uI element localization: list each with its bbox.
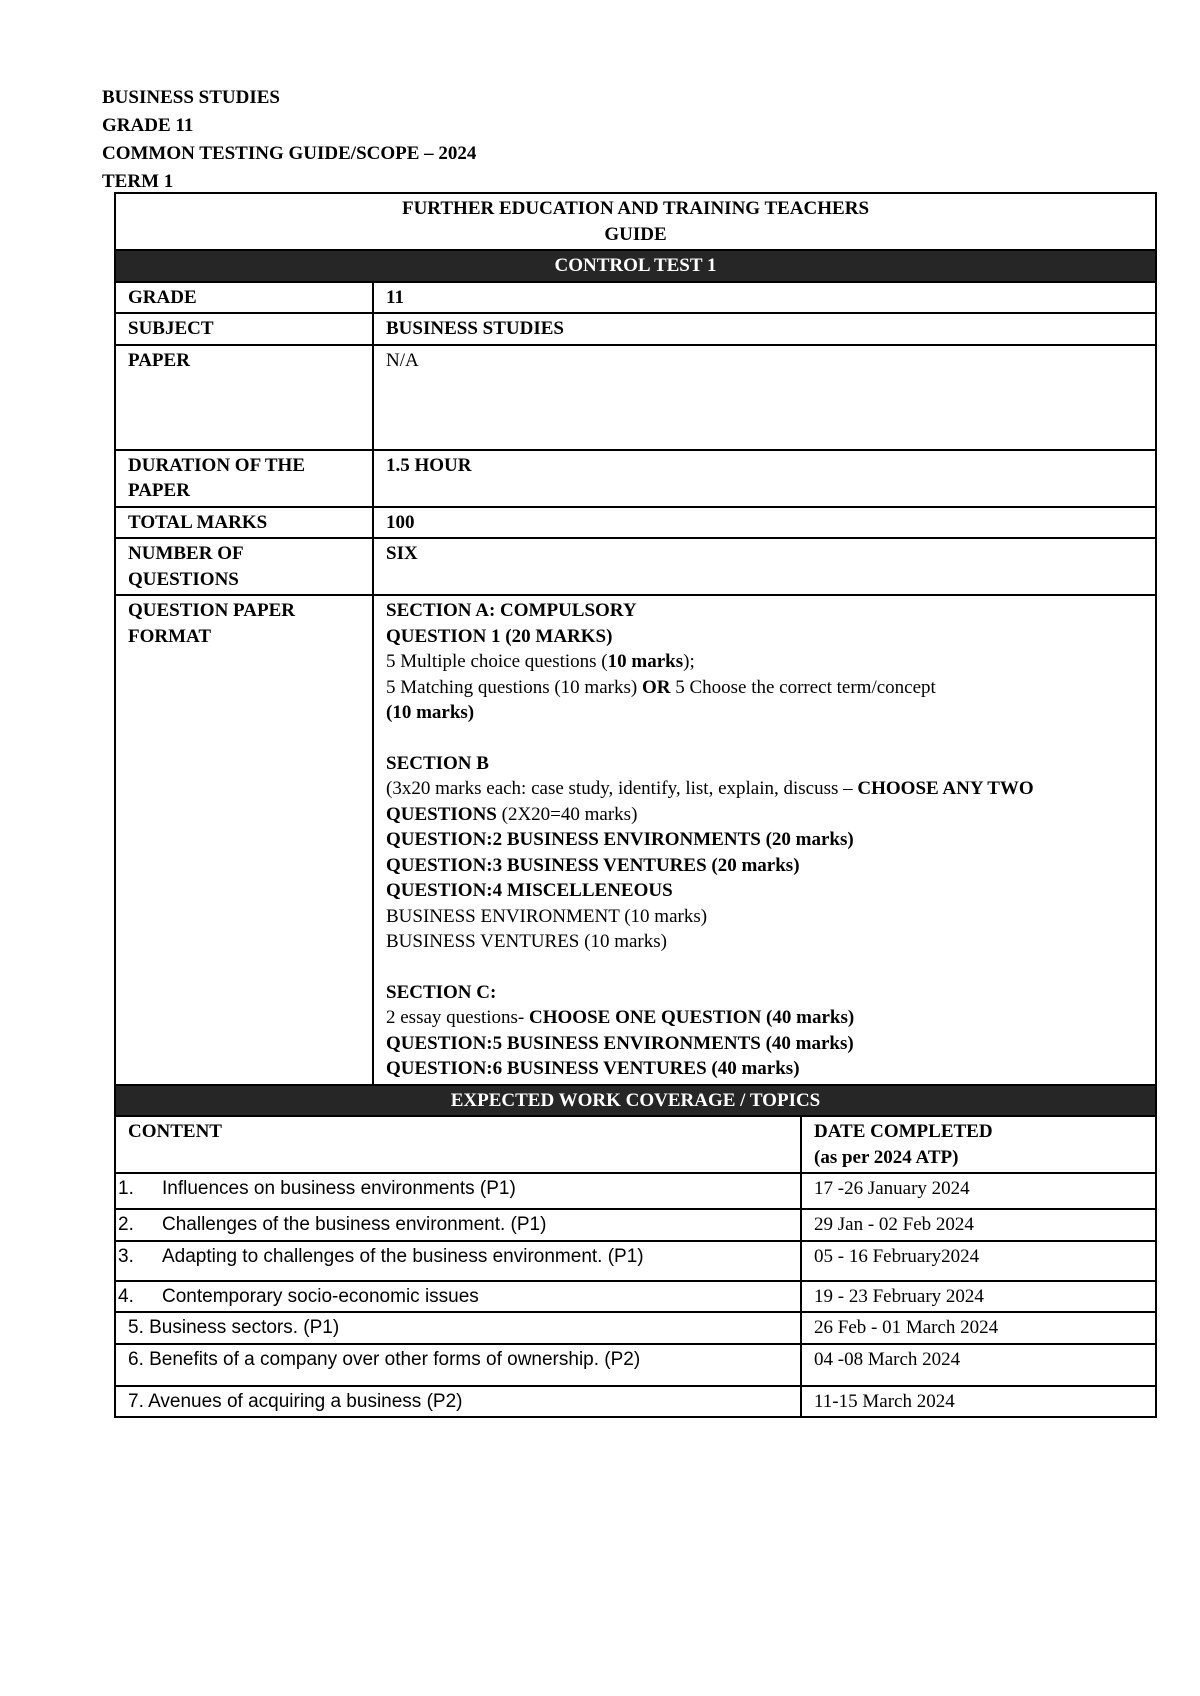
grade-value: 11 — [373, 282, 1156, 314]
mcq-marks: 10 marks — [607, 651, 684, 672]
guide-title-line2: GUIDE — [604, 223, 667, 245]
num-questions-value: SIX — [373, 538, 1156, 595]
header-scope: COMMON TESTING GUIDE/SCOPE – 2024 — [102, 143, 477, 164]
spacer — [386, 955, 1153, 980]
date-header-line1: DATE COMPLETED — [814, 1121, 993, 1142]
question-6-heading: QUESTION:6 BUSINESS VENTURES (40 marks) — [386, 1058, 800, 1079]
matching-or: OR — [641, 676, 671, 698]
question-2-heading: QUESTION:2 BUSINESS ENVIRONMENTS (20 marks) — [386, 829, 854, 850]
paper-row — [115, 345, 1156, 450]
date-header-line2: (as per 2024 ATP) — [814, 1146, 959, 1168]
topic-number: 2. — [118, 1214, 134, 1235]
subject-value: BUSINESS STUDIES — [373, 313, 1156, 345]
grade-row — [115, 282, 1156, 314]
subject-label: SUBJECT — [115, 313, 373, 345]
topic-date: 04 -08 March 2024 — [801, 1344, 1156, 1386]
duration-label-line2: PAPER — [128, 480, 190, 501]
num-questions-row — [115, 538, 1156, 595]
num-questions-label-line1: NUMBER OF — [128, 543, 244, 564]
topic-cell — [115, 1209, 801, 1241]
topic-text: Challenges of the business environment. (P1) — [162, 1214, 547, 1235]
format-label — [115, 595, 373, 1085]
teachers-guide-table — [114, 192, 1157, 1418]
document-header — [102, 84, 476, 196]
duration-label — [115, 450, 373, 507]
section-b-questions-word: QUESTIONS — [386, 803, 497, 825]
topic-row — [115, 1344, 1156, 1386]
duration-row — [115, 450, 1156, 507]
question-4-environment: BUSINESS ENVIRONMENT (10 marks) — [386, 905, 708, 927]
control-test-row — [115, 250, 1156, 282]
total-marks-value: 100 — [373, 507, 1156, 539]
topic-row — [115, 1241, 1156, 1281]
topic-cell — [115, 1344, 801, 1386]
header-grade: GRADE 11 — [102, 115, 194, 136]
topic-date: 29 Jan - 02 Feb 2024 — [801, 1209, 1156, 1241]
topic-cell — [115, 1173, 801, 1209]
coverage-row — [115, 1085, 1156, 1117]
header-subject: BUSINESS STUDIES — [102, 87, 280, 108]
format-row — [115, 595, 1156, 1085]
topic-row — [115, 1386, 1156, 1418]
guide-title — [115, 193, 1156, 250]
topic-cell — [115, 1241, 801, 1281]
section-b-desc-text: (3x20 marks each: case study, identify, list, explain, discuss – — [386, 778, 858, 799]
topic-date: 17 -26 January 2024 — [801, 1173, 1156, 1209]
paper-label: PAPER — [115, 345, 373, 450]
section-c-desc-text: 2 essay questions- — [386, 1007, 530, 1028]
topic-row — [115, 1281, 1156, 1313]
section-a-heading: SECTION A: COMPULSORY — [386, 600, 637, 621]
question-1-heading: QUESTION 1 (20 MARKS) — [386, 625, 613, 647]
section-c-description — [386, 1005, 1153, 1031]
subject-row — [115, 313, 1156, 345]
topic-text: Adapting to challenges of the business environment. (P1) — [162, 1245, 644, 1267]
title-row — [115, 193, 1156, 250]
coverage-band: EXPECTED WORK COVERAGE / TOPICS — [115, 1085, 1156, 1117]
matching-text: 5 Matching questions (10 marks) — [386, 676, 642, 698]
question-3-heading: QUESTION:3 BUSINESS VENTURES (20 marks) — [386, 854, 800, 876]
topic-text: Contemporary socio-economic issues — [162, 1285, 479, 1307]
matching-choose-text: 5 Choose the correct term/concept — [670, 676, 936, 698]
topic-cell — [115, 1386, 801, 1418]
section-c-heading: SECTION C: — [386, 981, 497, 1003]
date-header — [801, 1116, 1156, 1173]
topic-date: 05 - 16 February2024 — [801, 1241, 1156, 1281]
topic-row — [115, 1312, 1156, 1344]
section-c-choose: CHOOSE ONE QUESTION (40 marks) — [529, 1007, 855, 1028]
question-4-heading: QUESTION:4 MISCELLENEOUS — [386, 880, 673, 901]
matching-line — [386, 675, 1153, 701]
multiple-choice-line — [386, 649, 1153, 675]
mcq-text: 5 Multiple choice questions ( — [386, 651, 608, 672]
guide-title-line1: FURTHER EDUCATION AND TRAINING TEACHERS — [401, 198, 870, 219]
mcq-suffix: ); — [683, 651, 695, 672]
section-b-questions-line — [386, 802, 1153, 828]
total-marks-row — [115, 507, 1156, 539]
paper-value: N/A — [373, 345, 1156, 450]
coverage-header-row — [115, 1116, 1156, 1173]
topic-text: 7. Avenues of acquiring a business (P2) — [128, 1390, 463, 1412]
topic-date: 11-15 March 2024 — [801, 1386, 1156, 1418]
section-b-questions-marks: (2X20=40 marks) — [496, 803, 638, 825]
content-header: CONTENT — [115, 1116, 801, 1173]
topic-text: 5. Business sectors. (P1) — [128, 1317, 340, 1338]
topic-date: 26 Feb - 01 March 2024 — [801, 1312, 1156, 1344]
section-b-heading: SECTION B — [386, 752, 489, 774]
duration-value: 1.5 HOUR — [373, 450, 1156, 507]
duration-label-line1: DURATION OF THE — [128, 454, 306, 476]
grade-label: GRADE — [115, 282, 373, 314]
topic-date: 19 - 23 February 2024 — [801, 1281, 1156, 1313]
topic-row — [115, 1173, 1156, 1209]
question-5-heading: QUESTION:5 BUSINESS ENVIRONMENTS (40 marks) — [386, 1032, 854, 1054]
topic-cell — [115, 1312, 801, 1344]
question-4-ventures: BUSINESS VENTURES (10 marks) — [386, 931, 667, 952]
topic-number: 4. — [118, 1285, 134, 1307]
topic-number: 3. — [118, 1245, 134, 1267]
topic-text: Influences on business environments (P1) — [162, 1178, 516, 1199]
topic-text: 6. Benefits of a company over other forms of ownership. (P2) — [128, 1348, 641, 1370]
section-b-choose: CHOOSE ANY TWO — [857, 778, 1034, 799]
section-b-description — [386, 776, 1153, 802]
total-marks-label: TOTAL MARKS — [115, 507, 373, 539]
matching-marks: (10 marks) — [386, 702, 475, 723]
num-questions-label-line2: QUESTIONS — [128, 568, 239, 590]
format-label-line2: FORMAT — [128, 625, 212, 647]
topic-number: 1. — [118, 1178, 134, 1199]
num-questions-label — [115, 538, 373, 595]
topic-row — [115, 1209, 1156, 1241]
topic-cell — [115, 1281, 801, 1313]
format-content — [373, 595, 1156, 1085]
spacer — [386, 726, 1153, 751]
control-test-band: CONTROL TEST 1 — [115, 250, 1156, 282]
header-term: TERM 1 — [102, 171, 174, 192]
format-label-line1: QUESTION PAPER — [128, 600, 295, 621]
